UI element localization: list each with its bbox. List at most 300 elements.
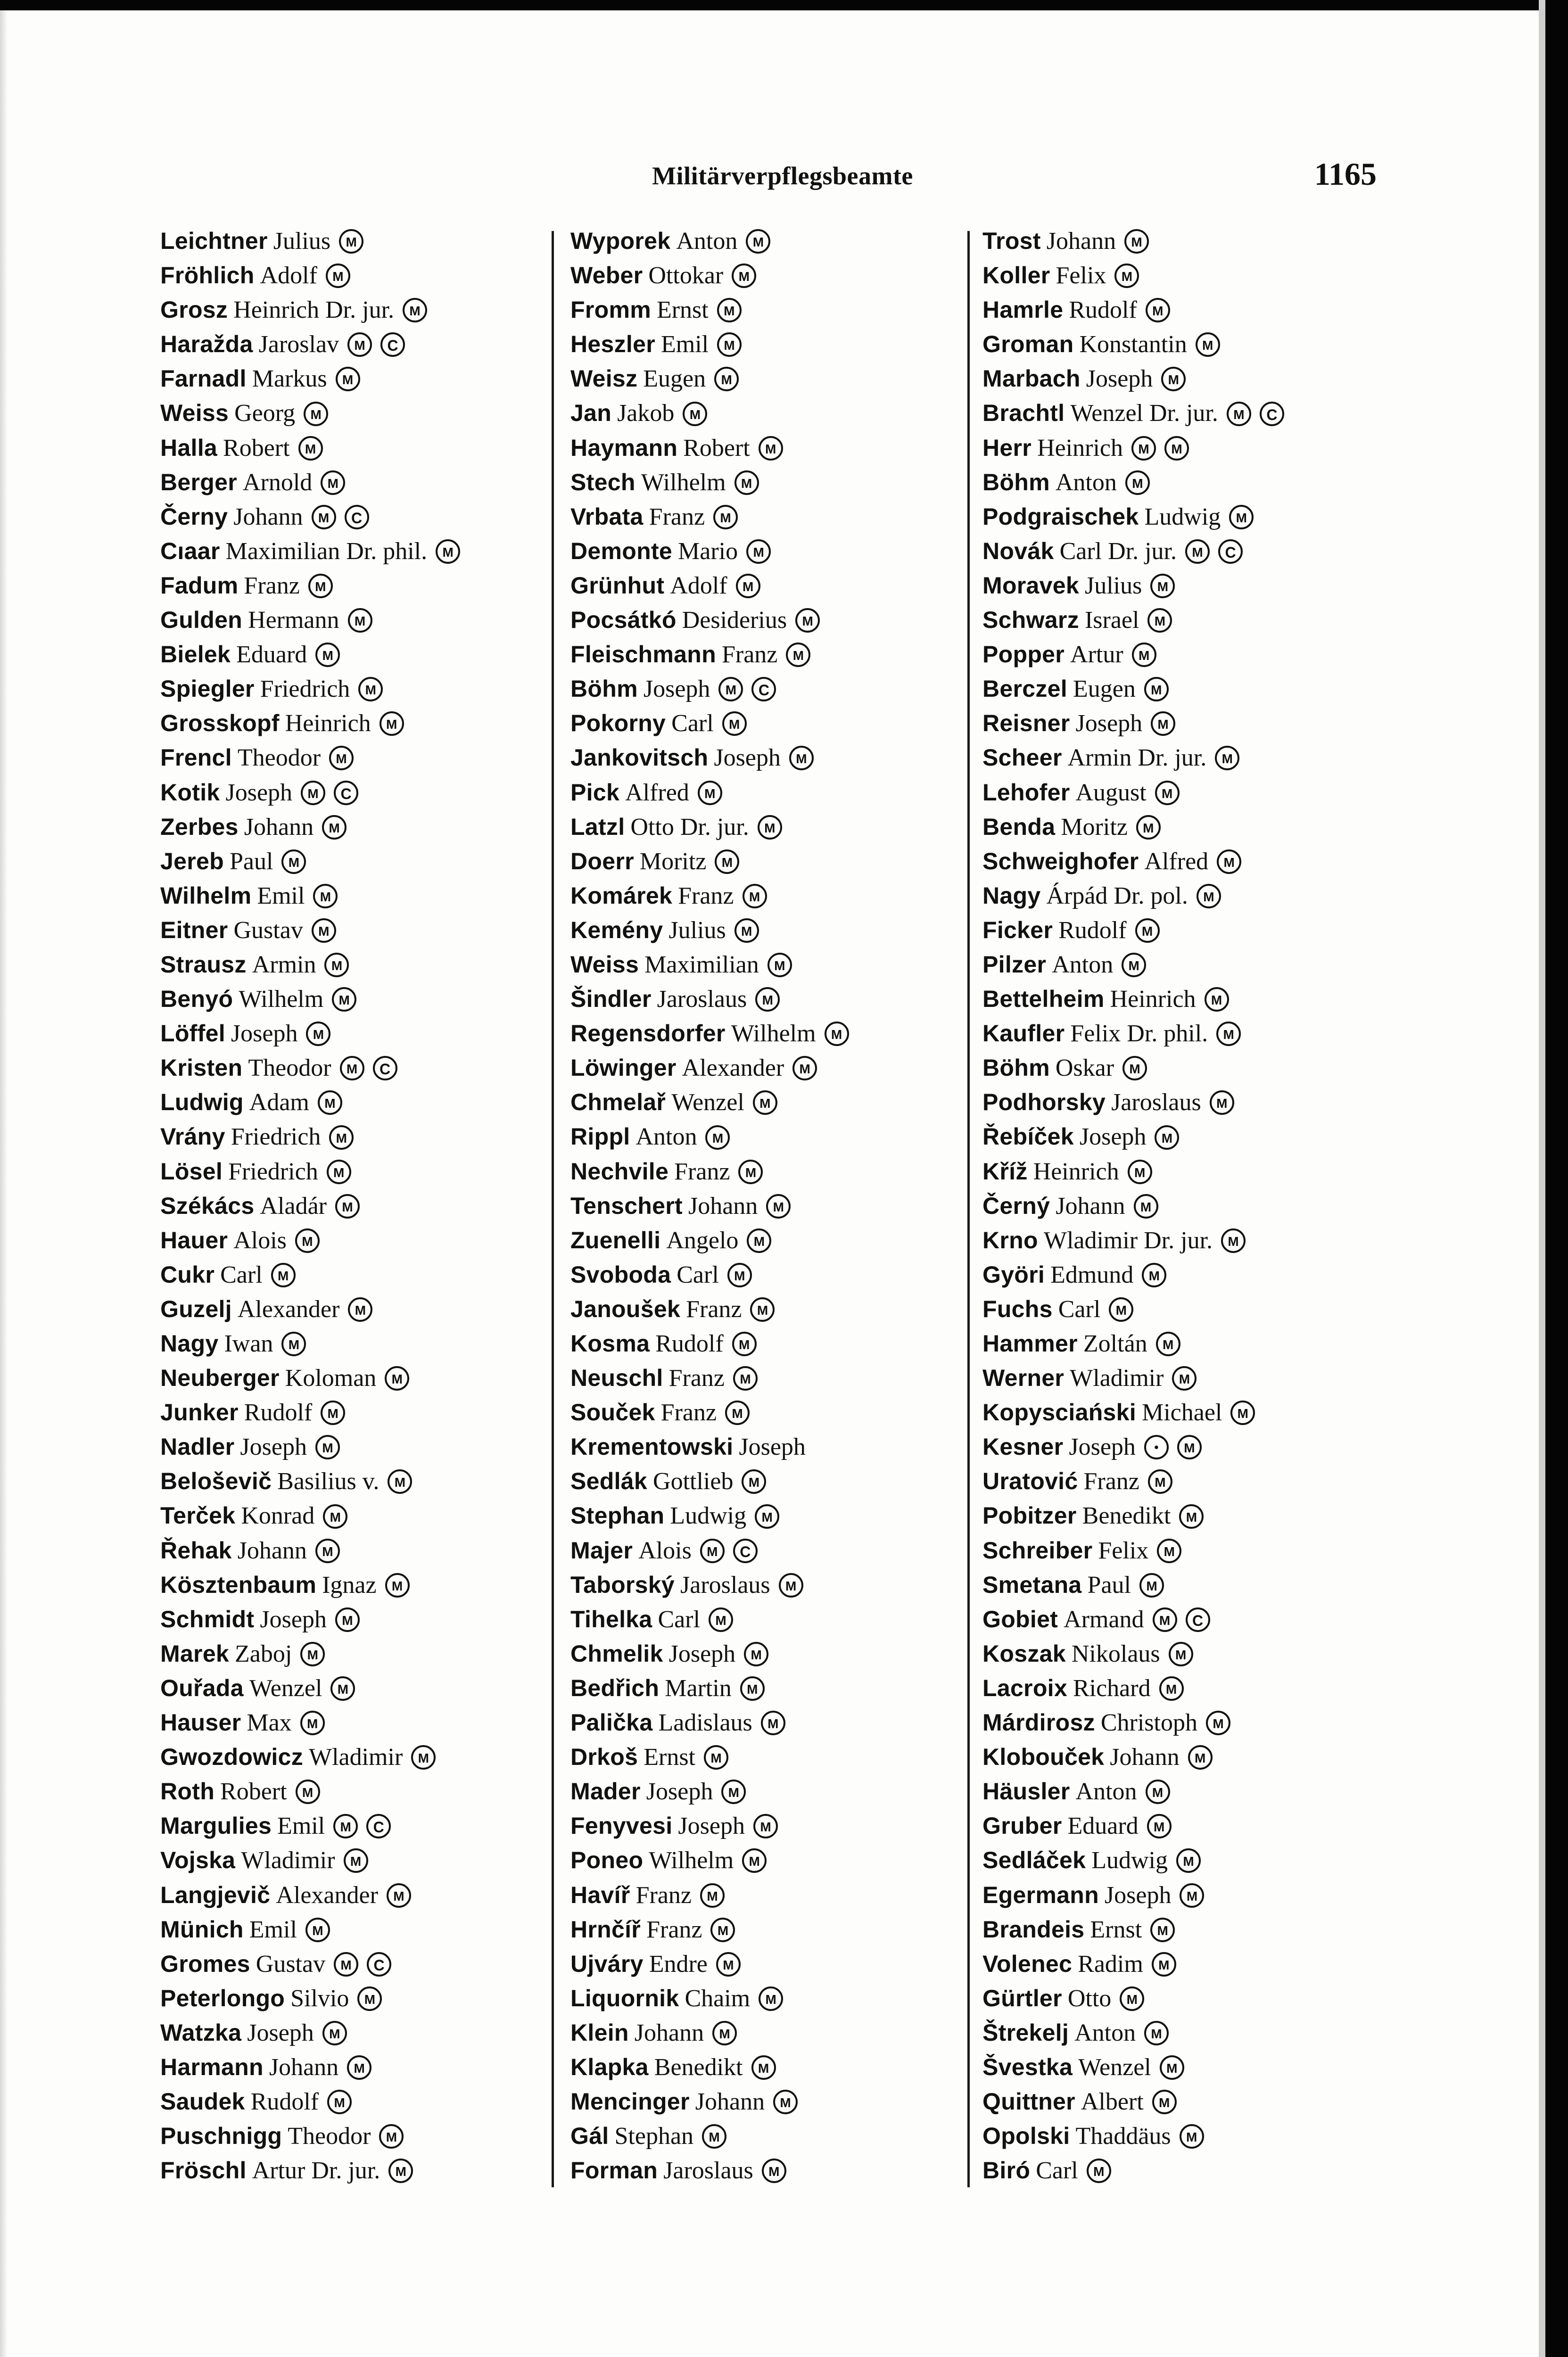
surname: Beloševič xyxy=(160,1468,272,1495)
circled-m-icon: M xyxy=(1172,1366,1197,1391)
list-item xyxy=(982,1843,1369,1878)
surname: Vrány xyxy=(160,1123,225,1150)
list-item xyxy=(570,224,957,258)
list-item xyxy=(160,1223,547,1258)
given-name: Alexander xyxy=(237,1295,340,1323)
surname: Ficker xyxy=(982,916,1053,943)
given-name: Radim xyxy=(1078,1950,1143,1978)
surname: Weiss xyxy=(160,400,229,427)
surname: Márdirosz xyxy=(982,1709,1095,1736)
given-name: Joseph xyxy=(1086,365,1153,393)
surname: Fröschl xyxy=(160,2157,247,2184)
circled-m-icon: M xyxy=(825,1022,849,1046)
list-item xyxy=(570,672,957,706)
given-name: Franz xyxy=(244,572,300,599)
surname: Neuschl xyxy=(570,1365,663,1392)
list-item xyxy=(160,2016,547,2050)
surname: Komárek xyxy=(570,882,673,909)
given-name: Ernst xyxy=(1090,1916,1142,1943)
list-item xyxy=(982,1189,1369,1223)
circled-m-icon: M xyxy=(315,643,340,667)
list-item xyxy=(160,2050,547,2085)
circled-m-icon: M xyxy=(734,918,759,943)
circled-m-icon: M xyxy=(789,746,814,770)
surname: Souček xyxy=(570,1399,655,1426)
list-item xyxy=(570,500,957,534)
given-name: Gustav xyxy=(233,916,303,944)
circled-m-icon: M xyxy=(761,1711,785,1735)
surname: Leichtner xyxy=(160,228,268,254)
scan-border-right xyxy=(1545,0,1568,2357)
surname: Berger xyxy=(160,469,237,495)
circled-m-icon: M xyxy=(683,402,707,426)
list-item xyxy=(160,1878,547,1912)
circled-m-icon: M xyxy=(742,1848,767,1873)
surname: Benyó xyxy=(160,986,233,1013)
given-name: Armin Dr. jur. xyxy=(1067,744,1207,772)
surname: Lösel xyxy=(160,1158,223,1185)
surname: Wyporek xyxy=(570,228,671,254)
circled-m-icon: M xyxy=(738,1160,763,1184)
list-item xyxy=(982,431,1369,465)
circled-m-icon: M xyxy=(388,1469,412,1494)
surname: Farnadl xyxy=(160,365,247,392)
circled-m-icon: M xyxy=(792,1056,817,1080)
surname: Latzl xyxy=(570,813,625,840)
given-name: Johann xyxy=(237,1537,307,1564)
circled-m-icon: M xyxy=(732,1332,757,1356)
given-name: Franz xyxy=(635,1881,692,1909)
circled-m-icon: M xyxy=(743,884,767,908)
given-name: Carl xyxy=(658,1606,701,1633)
given-name: Heinrich xyxy=(1037,434,1123,462)
list-item xyxy=(160,1189,547,1223)
list-item xyxy=(982,1292,1369,1327)
circled-m-icon: M xyxy=(326,264,350,288)
surname: Biró xyxy=(982,2157,1031,2184)
circled-m-icon: M xyxy=(755,987,780,1012)
given-name: Julius xyxy=(1084,572,1142,599)
list-item xyxy=(160,1395,547,1430)
circled-m-icon: M xyxy=(1230,1401,1255,1425)
list-item xyxy=(570,569,957,603)
list-item xyxy=(160,879,547,913)
surname: Koller xyxy=(982,262,1050,289)
list-item xyxy=(982,706,1369,741)
surname: Pokorny xyxy=(570,710,666,737)
circled-m-icon: M xyxy=(712,2021,737,2045)
list-item xyxy=(982,913,1369,948)
list-item xyxy=(982,1464,1369,1499)
list-item xyxy=(160,637,547,672)
surname: Gobiet xyxy=(982,1606,1058,1632)
given-name: Emil xyxy=(277,1813,325,1840)
circled-m-icon: M xyxy=(732,264,756,288)
list-item xyxy=(982,1637,1369,1671)
surname: Fuchs xyxy=(982,1295,1053,1322)
circled-m-icon: M xyxy=(1135,918,1160,943)
circled-m-icon: M xyxy=(767,953,792,977)
list-item xyxy=(570,1602,957,1637)
surname: Majer xyxy=(570,1537,633,1564)
list-item xyxy=(160,1361,547,1395)
list-item xyxy=(160,1533,547,1568)
list-item xyxy=(160,534,547,569)
surname: Novák xyxy=(982,537,1054,564)
surname: Quittner xyxy=(982,2088,1075,2115)
given-name: Johann xyxy=(1110,1744,1180,1771)
given-name: Franz xyxy=(646,1916,702,1943)
list-item xyxy=(160,1843,547,1878)
given-name: Joseph xyxy=(1079,1123,1147,1151)
surname: Lehofer xyxy=(982,779,1070,806)
given-name: Joseph xyxy=(1069,1434,1136,1461)
given-name: Aladár xyxy=(260,1192,327,1220)
list-item xyxy=(982,1602,1369,1637)
surname: Grosz xyxy=(160,297,228,323)
list-item xyxy=(982,1016,1369,1051)
list-item xyxy=(982,1327,1369,1361)
circled-m-icon: M xyxy=(1185,539,1210,564)
given-name: Joseph xyxy=(714,744,781,772)
given-name: Joseph xyxy=(668,1640,736,1667)
list-item xyxy=(982,1533,1369,1568)
circled-m-icon: M xyxy=(336,367,360,391)
list-item xyxy=(570,741,957,775)
circled-m-icon: M xyxy=(746,229,770,254)
surname: Ludwig xyxy=(160,1089,244,1116)
circled-m-icon: M xyxy=(321,1401,345,1425)
given-name: Johann xyxy=(233,503,303,530)
surname: Rippl xyxy=(570,1123,630,1150)
circled-c-icon: C xyxy=(1186,1607,1210,1632)
given-name: Johann xyxy=(688,1192,758,1220)
circled-m-icon: M xyxy=(1210,1090,1234,1115)
given-name: Heinrich Dr. jur. xyxy=(233,297,395,324)
given-name: Alfred xyxy=(625,779,689,806)
given-name: Ludwig xyxy=(1091,1847,1168,1874)
column-divider xyxy=(552,231,554,2187)
circled-m-icon: M xyxy=(1152,2090,1177,2114)
list-item xyxy=(160,362,547,396)
circled-m-icon: M xyxy=(1144,2021,1169,2045)
circled-m-icon: M xyxy=(385,1366,409,1391)
circled-m-icon: M xyxy=(1221,1228,1246,1253)
surname: Székács xyxy=(160,1192,255,1219)
list-item xyxy=(982,569,1369,603)
given-name: Iwan xyxy=(224,1330,273,1357)
scan-border-top xyxy=(0,0,1568,10)
list-item xyxy=(570,2085,957,2119)
surname: Harmann xyxy=(160,2053,264,2080)
circled-m-icon: M xyxy=(1157,1539,1181,1563)
given-name: Wenzel xyxy=(671,1089,744,1116)
given-name: Robert xyxy=(220,1778,287,1805)
circled-m-icon: M xyxy=(704,1745,728,1770)
surname: Klobouček xyxy=(982,1744,1105,1771)
circled-m-icon: M xyxy=(1164,436,1189,461)
given-name: Alois xyxy=(233,1227,287,1254)
given-name: Desiderius xyxy=(682,607,787,634)
given-name: Johann xyxy=(695,2088,765,2116)
list-item xyxy=(570,1292,957,1327)
surname: Langjevič xyxy=(160,1881,271,1908)
surname: Demonte xyxy=(570,537,673,564)
circled-c-icon: C xyxy=(366,1814,391,1838)
given-name: Franz xyxy=(1083,1468,1139,1495)
circled-m-icon: M xyxy=(312,918,336,943)
given-name: Ignaz xyxy=(322,1571,377,1599)
given-name: Gustav xyxy=(256,1950,326,1978)
list-item xyxy=(570,1706,957,1740)
list-item xyxy=(982,1671,1369,1706)
circled-m-icon: M xyxy=(1136,815,1161,840)
surname: Roth xyxy=(160,1778,215,1805)
surname: Hammer xyxy=(982,1330,1078,1357)
given-name: Franz xyxy=(674,1158,730,1185)
given-name: Otto xyxy=(1067,1985,1112,2012)
circled-m-icon: M xyxy=(710,1918,735,1942)
circled-m-icon: M xyxy=(1196,332,1220,357)
surname: Bettelheim xyxy=(982,986,1105,1013)
given-name: Adolf xyxy=(260,262,317,289)
list-item xyxy=(982,1740,1369,1774)
circled-m-icon: M xyxy=(721,1780,746,1804)
given-name: Carl xyxy=(220,1261,263,1288)
list-item xyxy=(982,2016,1369,2050)
surname: Eitner xyxy=(160,916,228,943)
list-item xyxy=(982,844,1369,879)
given-name: Jaroslaus xyxy=(663,2157,753,2184)
list-item xyxy=(160,500,547,534)
circled-c-icon: C xyxy=(345,505,369,529)
given-name: Wilhelm xyxy=(649,1847,734,1874)
surname: Margulies xyxy=(160,1813,272,1839)
surname: Fromm xyxy=(570,297,651,323)
list-item xyxy=(160,1154,547,1189)
list-item xyxy=(160,982,547,1016)
list-item xyxy=(570,1120,957,1154)
circled-m-icon: M xyxy=(762,2159,786,2183)
surname: Groman xyxy=(982,331,1074,358)
circled-c-icon: C xyxy=(1260,402,1284,426)
list-item xyxy=(570,913,957,948)
surname: Brandeis xyxy=(982,1916,1085,1943)
circled-m-icon: M xyxy=(1156,1332,1180,1356)
circled-m-icon: M xyxy=(300,1642,325,1666)
circled-m-icon: M xyxy=(1147,1814,1172,1838)
surname: Kaufler xyxy=(982,1020,1065,1047)
surname: Sedláček xyxy=(982,1847,1086,1874)
circled-m-icon: M xyxy=(1188,1745,1213,1770)
circled-m-icon: M xyxy=(335,1194,360,1219)
circled-m-icon: M xyxy=(344,1848,368,1873)
circled-m-icon: M xyxy=(1177,1435,1202,1459)
circled-m-icon: M xyxy=(411,1745,436,1770)
circled-m-icon: M xyxy=(301,781,325,805)
list-item xyxy=(160,1740,547,1774)
list-item xyxy=(570,1464,957,1499)
given-name: Anton xyxy=(635,1123,697,1151)
list-item xyxy=(570,327,957,362)
circled-m-icon: M xyxy=(1160,2055,1184,2080)
circled-c-icon: C xyxy=(380,332,405,357)
circled-m-icon: M xyxy=(379,2124,404,2149)
list-item xyxy=(160,1809,547,1843)
surname: Weber xyxy=(570,262,643,289)
given-name: Franz xyxy=(649,503,705,530)
list-item xyxy=(982,672,1369,706)
list-item xyxy=(160,672,547,706)
list-item xyxy=(982,1395,1369,1430)
list-item xyxy=(160,1051,547,1085)
surname: Schweighofer xyxy=(982,848,1139,874)
given-name: Wilhelm xyxy=(239,986,324,1013)
surname: Grünhut xyxy=(570,572,665,599)
circled-m-icon: M xyxy=(1180,2124,1204,2149)
surname: Pick xyxy=(570,779,620,806)
given-name: Franz xyxy=(721,641,778,668)
surname: Liquornik xyxy=(570,1985,679,2011)
given-name: Johann xyxy=(269,2053,339,2081)
circled-m-icon: M xyxy=(1155,1125,1179,1150)
given-name: Nikolaus xyxy=(1071,1640,1160,1667)
list-item xyxy=(570,1533,957,1568)
circled-m-icon: M xyxy=(1152,1952,1176,1977)
given-name: Franz xyxy=(660,1399,717,1426)
circled-m-icon: M xyxy=(1215,746,1239,770)
surname: Nechvile xyxy=(570,1158,669,1185)
list-item xyxy=(160,1706,547,1740)
circled-m-icon: M xyxy=(717,332,742,357)
surname: Poneo xyxy=(570,1847,644,1874)
circled-m-icon: M xyxy=(700,1883,725,1908)
list-item xyxy=(982,1361,1369,1395)
list-item xyxy=(160,2153,547,2188)
circled-m-icon: M xyxy=(295,1228,320,1253)
surname: Fleischmann xyxy=(570,641,716,668)
given-name: Joseph xyxy=(646,1778,713,1805)
given-name: Wenzel Dr. jur. xyxy=(1070,400,1218,427)
list-item xyxy=(160,1120,547,1154)
list-item xyxy=(570,1843,957,1878)
surname: Nagy xyxy=(160,1330,219,1357)
list-item xyxy=(570,775,957,810)
circled-m-icon: M xyxy=(1217,849,1241,874)
given-name: Rudolf xyxy=(1058,916,1127,944)
surname: Schreiber xyxy=(982,1537,1093,1564)
list-item xyxy=(160,1981,547,2016)
given-name: Jaroslaus xyxy=(1111,1089,1201,1116)
circled-m-icon: M xyxy=(1229,505,1254,529)
given-name: Eugen xyxy=(1073,676,1136,703)
list-item xyxy=(570,1361,957,1395)
list-item xyxy=(570,1189,957,1223)
surname: Regensdorfer xyxy=(570,1020,726,1047)
circled-m-icon: M xyxy=(347,332,372,357)
circled-m-icon: M xyxy=(746,539,771,564)
given-name: Heinrich xyxy=(285,710,371,737)
surname: Palička xyxy=(570,1709,653,1736)
circled-m-icon: M xyxy=(340,1056,364,1080)
given-name: Paul xyxy=(1087,1571,1131,1599)
circled-m-icon: M xyxy=(718,677,743,701)
list-item xyxy=(982,948,1369,982)
given-name: Ernst xyxy=(656,297,709,324)
surname: Halla xyxy=(160,434,218,461)
list-item xyxy=(570,844,957,879)
list-item xyxy=(982,2119,1369,2153)
surname: Böhm xyxy=(982,469,1050,495)
list-item xyxy=(570,706,957,741)
surname: Kříž xyxy=(982,1158,1028,1185)
surname: Guzelj xyxy=(160,1295,232,1322)
surname: Štrekelj xyxy=(982,2019,1069,2046)
given-name: Rudolf xyxy=(655,1330,724,1357)
given-name: Ernst xyxy=(644,1744,695,1771)
list-item xyxy=(570,1085,957,1120)
surname: Smetana xyxy=(982,1571,1082,1598)
surname: Stech xyxy=(570,469,635,495)
surname: Puschnigg xyxy=(160,2123,282,2150)
circled-dot-icon: • xyxy=(1144,1435,1169,1459)
given-name: Konstantin xyxy=(1079,331,1187,358)
surname: Wilhelm xyxy=(160,882,252,909)
circled-m-icon: M xyxy=(329,746,354,770)
surname: Řehak xyxy=(160,1537,232,1564)
given-name: Markus xyxy=(252,365,327,393)
given-name: Wladimir xyxy=(241,1847,335,1874)
surname: Podhorsky xyxy=(982,1089,1106,1116)
list-item xyxy=(160,948,547,982)
given-name: Michael xyxy=(1141,1399,1222,1426)
given-name: Israel xyxy=(1084,607,1139,634)
circled-m-icon: M xyxy=(347,2055,371,2080)
list-item xyxy=(982,1051,1369,1085)
list-item xyxy=(982,2153,1369,2188)
list-item xyxy=(570,1430,957,1464)
circled-m-icon: M xyxy=(755,1504,779,1529)
circled-m-icon: M xyxy=(403,298,427,322)
list-item xyxy=(982,465,1369,500)
circled-m-icon: M xyxy=(306,1022,330,1046)
given-name: Georg xyxy=(234,400,296,427)
surname: Šindler xyxy=(570,986,652,1013)
given-name: Heinrich xyxy=(1110,986,1196,1013)
list-item xyxy=(982,1981,1369,2016)
given-name: Ladislaus xyxy=(658,1709,752,1737)
given-name: Zoltán xyxy=(1083,1330,1147,1357)
given-name: Gottlieb xyxy=(653,1468,734,1495)
list-item xyxy=(160,1912,547,1947)
list-item xyxy=(160,2119,547,2153)
list-item xyxy=(160,706,547,741)
given-name: Ottokar xyxy=(648,262,724,289)
circled-m-icon: M xyxy=(315,1539,340,1563)
list-item xyxy=(160,741,547,775)
surname: Brachtl xyxy=(982,400,1065,427)
given-name: Joseph xyxy=(260,1606,327,1633)
given-name: Anton xyxy=(1055,469,1117,496)
list-item xyxy=(982,637,1369,672)
given-name: Johann xyxy=(244,813,314,841)
given-name: Wenzel xyxy=(249,1674,322,1702)
given-name: Joseph xyxy=(240,1434,307,1461)
given-name: Thaddäus xyxy=(1075,2123,1171,2150)
circled-m-icon: M xyxy=(1125,470,1150,495)
list-item xyxy=(982,1706,1369,1740)
circled-m-icon: M xyxy=(327,1160,351,1184)
